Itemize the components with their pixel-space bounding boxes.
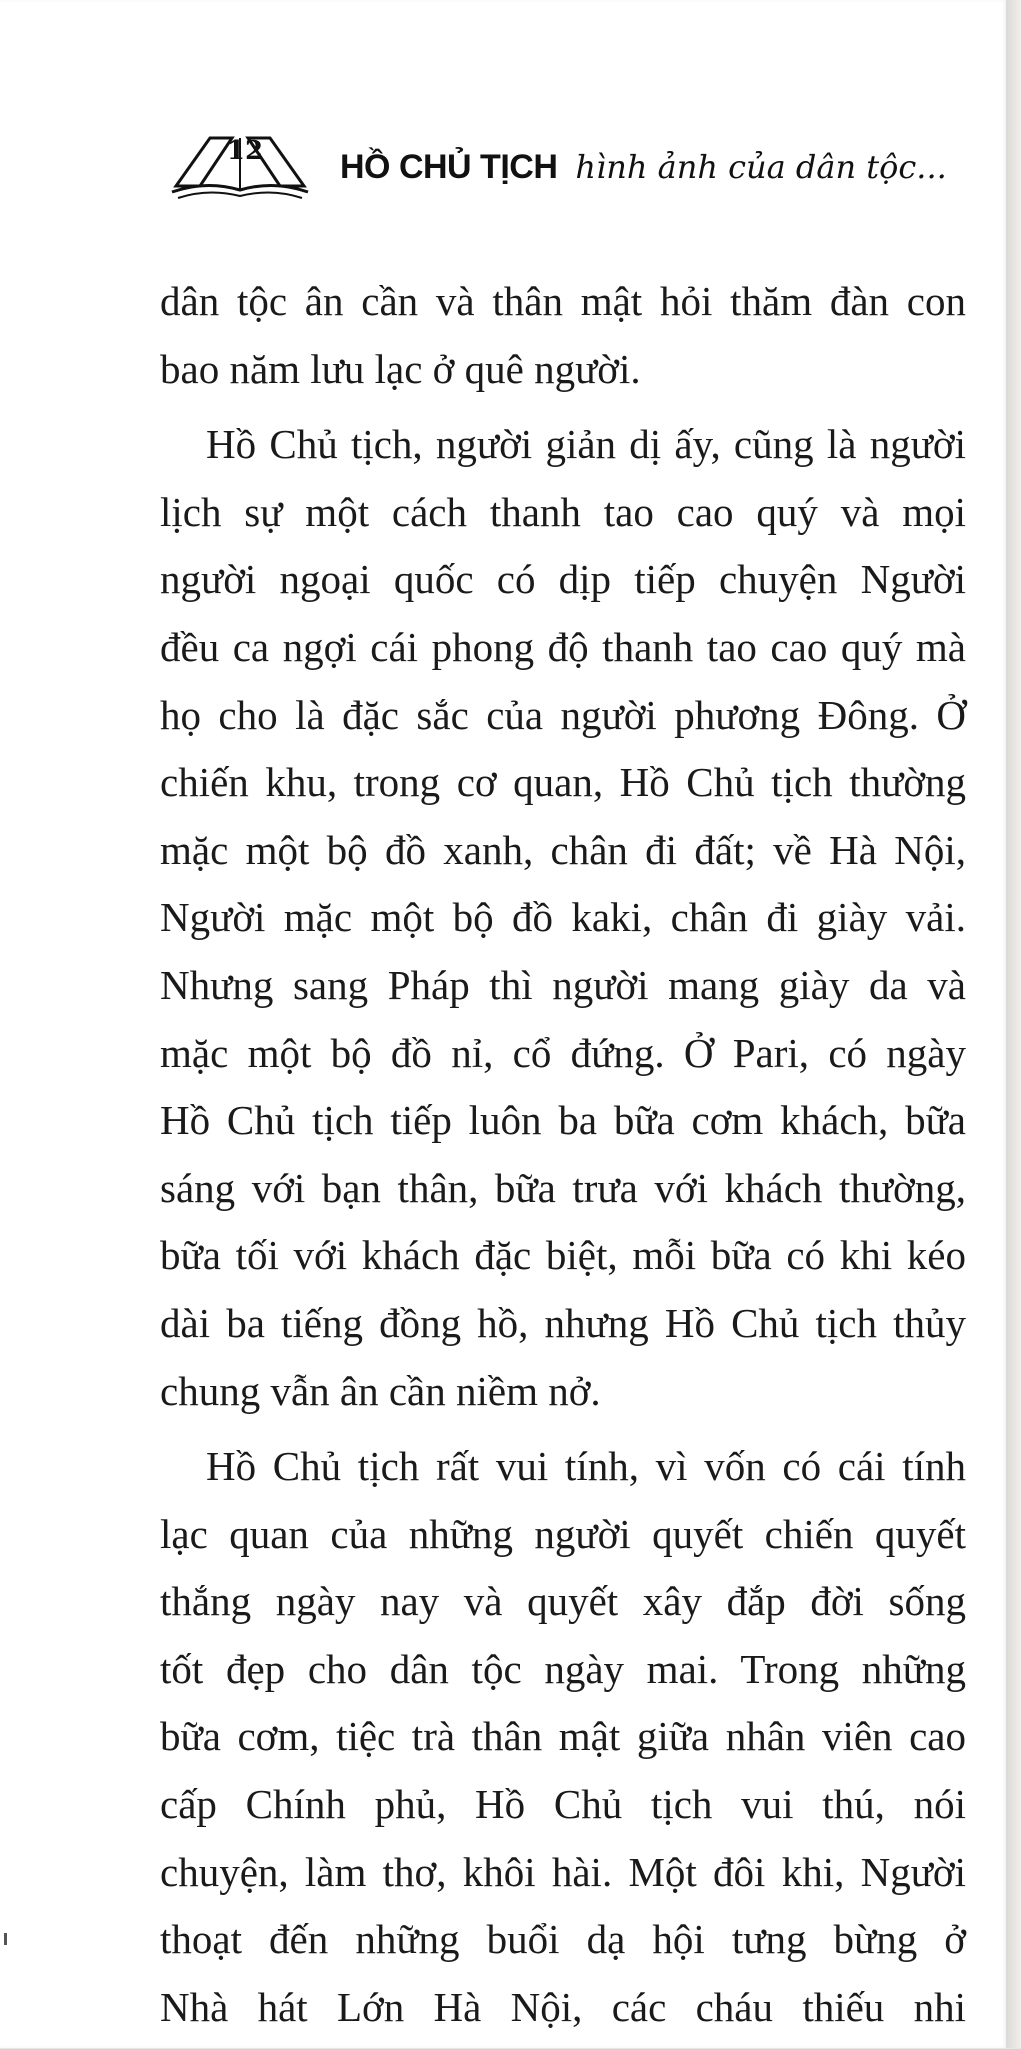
text-line: Nhà hát Lớn Hà Nội, các cháu thiếu nhi <box>160 1983 966 2030</box>
text-line: sáng với bạn thân, bữa trưa với khách thường, <box>160 1164 966 1211</box>
body-text <box>160 268 966 2049</box>
text-line: cấp Chính phủ, Hồ Chủ tịch vui thú, nói <box>160 1781 966 1828</box>
text-line: Hồ Chủ tịch rất vui tính, vì vốn có cái tính <box>206 1443 966 1490</box>
text-line: mặc một bộ đồ nỉ, cổ đứng. Ở Pari, có ngày <box>160 1029 966 1076</box>
text-line: chuyện, làm thơ, khôi hài. Một đôi khi, Người <box>160 1848 966 1895</box>
text-line: người ngoại quốc có dịp tiếp chuyện Người <box>160 556 966 603</box>
text-line: lạc quan của những người quyết chiến quyết <box>160 1510 966 1557</box>
paragraph <box>160 411 966 1425</box>
paragraph <box>160 1433 966 2041</box>
text-line: chung vẫn ân cần niềm nở. <box>160 1367 601 1414</box>
text-line: dài ba tiếng đồng hồ, nhưng Hồ Chủ tịch thủy <box>160 1299 966 1346</box>
text-line: bữa cơm, tiệc trà thân mật giữa nhân viên cao <box>160 1713 966 1760</box>
text-line: Người mặc một bộ đồ kaki, chân đi giày vải. <box>160 894 966 941</box>
page-edge <box>1006 0 1021 2048</box>
text-line: đều ca ngợi cái phong độ thanh tao cao quý mà <box>160 623 966 670</box>
text-line: lịch sự một cách thanh tao cao quý và mọi <box>160 488 966 535</box>
text-line: Hồ Chủ tịch tiếp luôn ba bữa cơm khách, bữa <box>160 1097 966 1144</box>
text-line: dân tộc ân cần và thân mật hỏi thăm đàn con <box>160 278 966 324</box>
text-line: bao năm lưu lạc ở quê người. <box>160 345 641 392</box>
text-line: tốt đẹp cho dân tộc ngày mai. Trong những <box>160 1645 966 1692</box>
running-title-bold: HỒ CHỦ TỊCH <box>340 148 558 186</box>
text-line: bữa tối với khách đặc biệt, mỗi bữa có khi kéo <box>160 1232 966 1279</box>
page-header <box>170 128 970 208</box>
text-line: Hồ Chủ tịch, người giản dị ấy, cũng là người <box>206 421 966 468</box>
text-line: thắng ngày nay và quyết xây đắp đời sống <box>160 1578 966 1625</box>
text-line: mặc một bộ đồ xanh, chân đi đất; về Hà Nội, <box>160 826 966 873</box>
running-title-italic: hình ảnh của dân tộc... <box>575 148 947 186</box>
text-line: Nhưng sang Pháp thì người mang giày da và <box>160 961 966 1008</box>
text-line: thoạt đến những buổi dạ hội tưng bừng ở <box>160 1916 966 1963</box>
scan-mark <box>4 1933 7 1945</box>
page-number: 12 <box>226 136 264 166</box>
text-line: họ cho là đặc sắc của người phương Đông. Ở <box>160 691 966 738</box>
running-title <box>340 148 947 187</box>
paragraph <box>160 268 966 403</box>
text-line: chiến khu, trong cơ quan, Hồ Chủ tịch thường <box>160 759 966 806</box>
